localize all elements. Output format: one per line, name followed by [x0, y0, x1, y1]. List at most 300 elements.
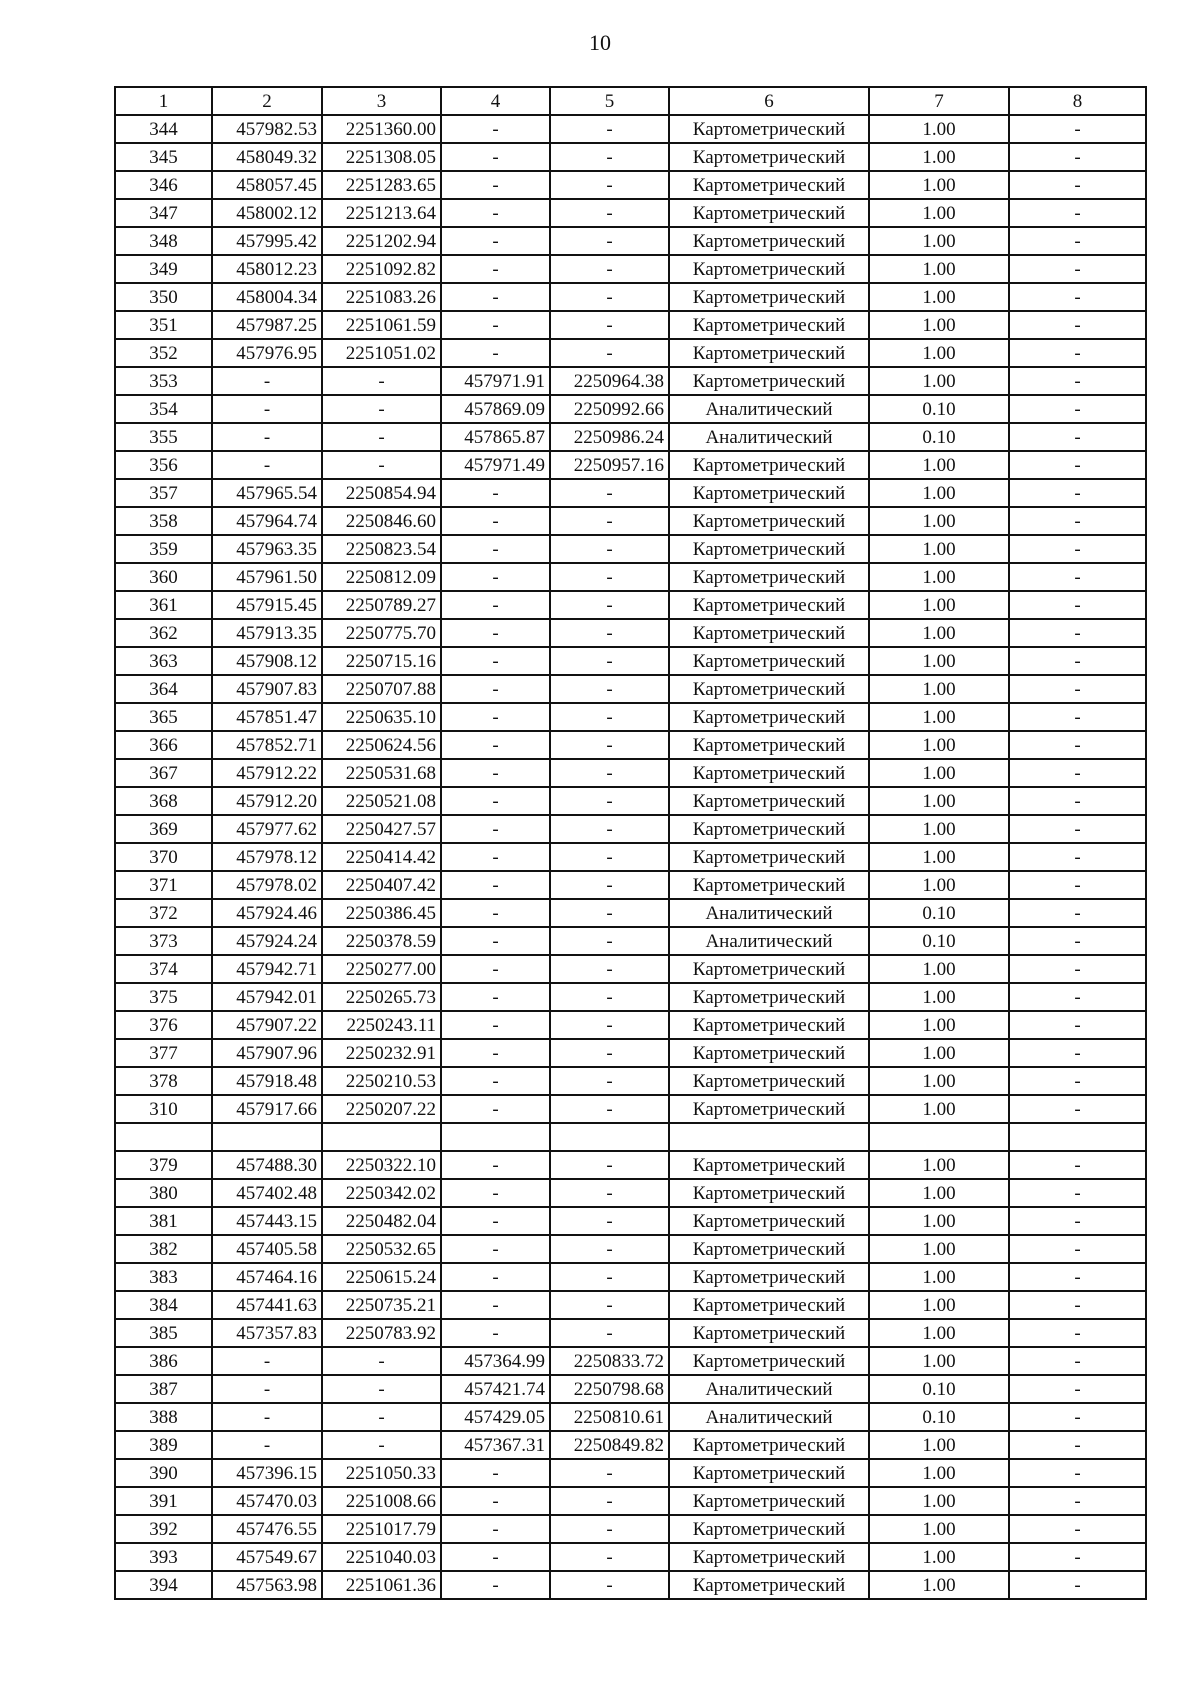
- y-new-cell: -: [550, 1263, 669, 1291]
- note-cell: -: [1009, 619, 1146, 647]
- accuracy-cell: [869, 1123, 1009, 1151]
- y-existing-cell: 2250232.91: [322, 1039, 441, 1067]
- y-existing-cell: 2251017.79: [322, 1515, 441, 1543]
- note-cell: -: [1009, 1375, 1146, 1403]
- table-row: [115, 1431, 1146, 1459]
- y-existing-cell: 2250854.94: [322, 479, 441, 507]
- table-row: [115, 955, 1146, 983]
- accuracy-cell: 1.00: [869, 1291, 1009, 1319]
- note-cell: -: [1009, 1011, 1146, 1039]
- table-row: [115, 1459, 1146, 1487]
- column-header: 1: [115, 87, 212, 115]
- accuracy-cell: 0.10: [869, 899, 1009, 927]
- point-number-cell: 364: [115, 675, 212, 703]
- note-cell: -: [1009, 787, 1146, 815]
- y-existing-cell: 2251050.33: [322, 1459, 441, 1487]
- table-row: [115, 563, 1146, 591]
- method-cell: Картометрический: [669, 591, 869, 619]
- point-number-cell: 387: [115, 1375, 212, 1403]
- note-cell: -: [1009, 675, 1146, 703]
- column-header: 7: [869, 87, 1009, 115]
- method-cell: Картометрический: [669, 1151, 869, 1179]
- x-existing-cell: 457942.01: [212, 983, 322, 1011]
- note-cell: -: [1009, 1571, 1146, 1599]
- table-row: [115, 675, 1146, 703]
- y-new-cell: -: [550, 1095, 669, 1123]
- y-existing-cell: 2250624.56: [322, 731, 441, 759]
- y-existing-cell: 2250783.92: [322, 1319, 441, 1347]
- note-cell: -: [1009, 731, 1146, 759]
- y-existing-cell: 2250532.65: [322, 1235, 441, 1263]
- x-existing-cell: 457549.67: [212, 1543, 322, 1571]
- note-cell: -: [1009, 1431, 1146, 1459]
- y-existing-cell: 2250775.70: [322, 619, 441, 647]
- point-number-cell: 354: [115, 395, 212, 423]
- x-new-cell: -: [441, 199, 550, 227]
- method-cell: Картометрический: [669, 815, 869, 843]
- y-existing-cell: 2250812.09: [322, 563, 441, 591]
- note-cell: -: [1009, 871, 1146, 899]
- table-header-row: [115, 87, 1146, 115]
- point-number-cell: 351: [115, 311, 212, 339]
- y-new-cell: -: [550, 759, 669, 787]
- accuracy-cell: 1.00: [869, 1487, 1009, 1515]
- y-existing-cell: 2251202.94: [322, 227, 441, 255]
- accuracy-cell: 1.00: [869, 1011, 1009, 1039]
- y-new-cell: -: [550, 283, 669, 311]
- y-existing-cell: 2251061.59: [322, 311, 441, 339]
- method-cell: Картометрический: [669, 731, 869, 759]
- note-cell: -: [1009, 171, 1146, 199]
- table-row: [115, 1095, 1146, 1123]
- table-row: [115, 451, 1146, 479]
- accuracy-cell: 1.00: [869, 1235, 1009, 1263]
- accuracy-cell: 0.10: [869, 927, 1009, 955]
- point-number-cell: 352: [115, 339, 212, 367]
- table-row: [115, 1067, 1146, 1095]
- point-number-cell: 357: [115, 479, 212, 507]
- y-new-cell: -: [550, 563, 669, 591]
- method-cell: Картометрический: [669, 1515, 869, 1543]
- y-existing-cell: 2251051.02: [322, 339, 441, 367]
- table-row: [115, 479, 1146, 507]
- table-row: [115, 731, 1146, 759]
- x-existing-cell: -: [212, 395, 322, 423]
- table-row: [115, 619, 1146, 647]
- method-cell: Картометрический: [669, 171, 869, 199]
- point-number-cell: 381: [115, 1207, 212, 1235]
- accuracy-cell: 1.00: [869, 1571, 1009, 1599]
- x-new-cell: 457421.74: [441, 1375, 550, 1403]
- y-existing-cell: 2250386.45: [322, 899, 441, 927]
- y-new-cell: -: [550, 115, 669, 143]
- table-row: [115, 787, 1146, 815]
- x-existing-cell: 457907.96: [212, 1039, 322, 1067]
- x-new-cell: -: [441, 311, 550, 339]
- x-existing-cell: 457908.12: [212, 647, 322, 675]
- accuracy-cell: 1.00: [869, 479, 1009, 507]
- y-new-cell: 2250992.66: [550, 395, 669, 423]
- y-new-cell: -: [550, 255, 669, 283]
- x-existing-cell: 457476.55: [212, 1515, 322, 1543]
- x-new-cell: -: [441, 759, 550, 787]
- x-new-cell: 457869.09: [441, 395, 550, 423]
- x-new-cell: -: [441, 171, 550, 199]
- x-new-cell: -: [441, 787, 550, 815]
- y-existing-cell: 2251083.26: [322, 283, 441, 311]
- x-new-cell: -: [441, 983, 550, 1011]
- accuracy-cell: 1.00: [869, 535, 1009, 563]
- y-new-cell: -: [550, 619, 669, 647]
- table-body: [115, 115, 1146, 1599]
- method-cell: Картометрический: [669, 1291, 869, 1319]
- note-cell: -: [1009, 1459, 1146, 1487]
- point-number-cell: 384: [115, 1291, 212, 1319]
- point-number-cell: 378: [115, 1067, 212, 1095]
- y-new-cell: 2250957.16: [550, 451, 669, 479]
- table-row: [115, 1207, 1146, 1235]
- x-new-cell: -: [441, 591, 550, 619]
- table-row: [115, 647, 1146, 675]
- method-cell: Картометрический: [669, 647, 869, 675]
- y-existing-cell: 2250378.59: [322, 927, 441, 955]
- accuracy-cell: 1.00: [869, 1039, 1009, 1067]
- x-existing-cell: 458012.23: [212, 255, 322, 283]
- point-number-cell: 370: [115, 843, 212, 871]
- point-number-cell: 391: [115, 1487, 212, 1515]
- y-new-cell: 2250833.72: [550, 1347, 669, 1375]
- note-cell: -: [1009, 479, 1146, 507]
- x-new-cell: -: [441, 115, 550, 143]
- x-new-cell: 457364.99: [441, 1347, 550, 1375]
- x-existing-cell: 457915.45: [212, 591, 322, 619]
- y-existing-cell: -: [322, 367, 441, 395]
- point-number-cell: 388: [115, 1403, 212, 1431]
- note-cell: -: [1009, 423, 1146, 451]
- x-new-cell: -: [441, 535, 550, 563]
- accuracy-cell: 1.00: [869, 507, 1009, 535]
- y-existing-cell: 2250482.04: [322, 1207, 441, 1235]
- x-existing-cell: 457961.50: [212, 563, 322, 591]
- note-cell: -: [1009, 1263, 1146, 1291]
- point-number-cell: 355: [115, 423, 212, 451]
- x-new-cell: -: [441, 479, 550, 507]
- table-row: [115, 311, 1146, 339]
- y-existing-cell: 2250521.08: [322, 787, 441, 815]
- x-existing-cell: 457918.48: [212, 1067, 322, 1095]
- y-new-cell: -: [550, 787, 669, 815]
- note-cell: -: [1009, 535, 1146, 563]
- x-new-cell: -: [441, 1571, 550, 1599]
- y-existing-cell: 2250342.02: [322, 1179, 441, 1207]
- note-cell: -: [1009, 983, 1146, 1011]
- table-row: [115, 1179, 1146, 1207]
- accuracy-cell: 1.00: [869, 451, 1009, 479]
- x-existing-cell: 457964.74: [212, 507, 322, 535]
- note-cell: -: [1009, 927, 1146, 955]
- note-cell: -: [1009, 1403, 1146, 1431]
- method-cell: Картометрический: [669, 1571, 869, 1599]
- page-number: 10: [589, 30, 611, 55]
- y-new-cell: -: [550, 899, 669, 927]
- method-cell: Картометрический: [669, 479, 869, 507]
- note-cell: [1009, 1123, 1146, 1151]
- x-existing-cell: -: [212, 423, 322, 451]
- point-number-cell: 385: [115, 1319, 212, 1347]
- point-number-cell: 360: [115, 563, 212, 591]
- y-new-cell: -: [550, 871, 669, 899]
- y-existing-cell: -: [322, 395, 441, 423]
- method-cell: Аналитический: [669, 395, 869, 423]
- point-number-cell: 373: [115, 927, 212, 955]
- accuracy-cell: 1.00: [869, 1151, 1009, 1179]
- table-row: [115, 1319, 1146, 1347]
- method-cell: Картометрический: [669, 675, 869, 703]
- y-new-cell: -: [550, 171, 669, 199]
- point-number-cell: 350: [115, 283, 212, 311]
- note-cell: -: [1009, 451, 1146, 479]
- x-existing-cell: 457396.15: [212, 1459, 322, 1487]
- x-new-cell: -: [441, 1459, 550, 1487]
- note-cell: -: [1009, 115, 1146, 143]
- y-existing-cell: 2250715.16: [322, 647, 441, 675]
- accuracy-cell: 1.00: [869, 115, 1009, 143]
- note-cell: -: [1009, 1515, 1146, 1543]
- table-row: [115, 143, 1146, 171]
- note-cell: -: [1009, 507, 1146, 535]
- y-existing-cell: 2250823.54: [322, 535, 441, 563]
- x-new-cell: -: [441, 1487, 550, 1515]
- x-existing-cell: 457357.83: [212, 1319, 322, 1347]
- point-number-cell: 358: [115, 507, 212, 535]
- note-cell: -: [1009, 1151, 1146, 1179]
- y-new-cell: -: [550, 983, 669, 1011]
- accuracy-cell: 1.00: [869, 675, 1009, 703]
- point-number-cell: 371: [115, 871, 212, 899]
- table-row: [115, 1571, 1146, 1599]
- table-row: [115, 1235, 1146, 1263]
- y-new-cell: -: [550, 1319, 669, 1347]
- point-number-cell: 393: [115, 1543, 212, 1571]
- accuracy-cell: 1.00: [869, 367, 1009, 395]
- method-cell: Картометрический: [669, 199, 869, 227]
- x-existing-cell: 458049.32: [212, 143, 322, 171]
- point-number-cell: 344: [115, 115, 212, 143]
- y-existing-cell: 2251213.64: [322, 199, 441, 227]
- y-existing-cell: 2250615.24: [322, 1263, 441, 1291]
- y-existing-cell: 2250265.73: [322, 983, 441, 1011]
- accuracy-cell: 1.00: [869, 1095, 1009, 1123]
- note-cell: -: [1009, 1487, 1146, 1515]
- note-cell: -: [1009, 591, 1146, 619]
- y-existing-cell: 2250407.42: [322, 871, 441, 899]
- y-existing-cell: 2250207.22: [322, 1095, 441, 1123]
- point-number-cell: 356: [115, 451, 212, 479]
- y-new-cell: -: [550, 227, 669, 255]
- y-new-cell: -: [550, 675, 669, 703]
- x-existing-cell: 457912.22: [212, 759, 322, 787]
- column-header: 6: [669, 87, 869, 115]
- y-new-cell: -: [550, 311, 669, 339]
- x-existing-cell: 458004.34: [212, 283, 322, 311]
- method-cell: [669, 1123, 869, 1151]
- x-existing-cell: 457443.15: [212, 1207, 322, 1235]
- note-cell: -: [1009, 955, 1146, 983]
- point-number-cell: 392: [115, 1515, 212, 1543]
- note-cell: -: [1009, 1319, 1146, 1347]
- y-new-cell: [550, 1123, 669, 1151]
- note-cell: -: [1009, 563, 1146, 591]
- table-row: [115, 1515, 1146, 1543]
- method-cell: Картометрический: [669, 563, 869, 591]
- table-row: [115, 759, 1146, 787]
- x-existing-cell: 457982.53: [212, 115, 322, 143]
- x-new-cell: -: [441, 1515, 550, 1543]
- note-cell: -: [1009, 1543, 1146, 1571]
- y-new-cell: -: [550, 703, 669, 731]
- x-new-cell: -: [441, 1207, 550, 1235]
- y-new-cell: 2250810.61: [550, 1403, 669, 1431]
- note-cell: -: [1009, 815, 1146, 843]
- point-number-cell: 394: [115, 1571, 212, 1599]
- note-cell: -: [1009, 367, 1146, 395]
- x-existing-cell: 457912.20: [212, 787, 322, 815]
- method-cell: Картометрический: [669, 1067, 869, 1095]
- x-existing-cell: 457987.25: [212, 311, 322, 339]
- method-cell: Картометрический: [669, 759, 869, 787]
- y-new-cell: -: [550, 1235, 669, 1263]
- method-cell: Картометрический: [669, 1263, 869, 1291]
- point-number-cell: 390: [115, 1459, 212, 1487]
- x-existing-cell: 457470.03: [212, 1487, 322, 1515]
- y-new-cell: -: [550, 479, 669, 507]
- point-number-cell: 368: [115, 787, 212, 815]
- method-cell: Картометрический: [669, 1459, 869, 1487]
- point-number-cell: 386: [115, 1347, 212, 1375]
- y-new-cell: -: [550, 507, 669, 535]
- table-row: [115, 507, 1146, 535]
- x-existing-cell: 457464.16: [212, 1263, 322, 1291]
- point-number-cell: [115, 1123, 212, 1151]
- x-new-cell: -: [441, 1263, 550, 1291]
- y-existing-cell: 2250210.53: [322, 1067, 441, 1095]
- note-cell: -: [1009, 1291, 1146, 1319]
- table-row: [115, 227, 1146, 255]
- method-cell: Аналитический: [669, 1403, 869, 1431]
- y-existing-cell: 2250531.68: [322, 759, 441, 787]
- accuracy-cell: 1.00: [869, 227, 1009, 255]
- method-cell: Картометрический: [669, 1543, 869, 1571]
- accuracy-cell: 1.00: [869, 1515, 1009, 1543]
- note-cell: -: [1009, 283, 1146, 311]
- table-row: [115, 815, 1146, 843]
- y-new-cell: 2250849.82: [550, 1431, 669, 1459]
- table-row: [115, 703, 1146, 731]
- accuracy-cell: 0.10: [869, 395, 1009, 423]
- point-number-cell: 353: [115, 367, 212, 395]
- accuracy-cell: 1.00: [869, 1347, 1009, 1375]
- table-row: [115, 1123, 1146, 1151]
- y-new-cell: -: [550, 1459, 669, 1487]
- point-number-cell: 349: [115, 255, 212, 283]
- table-row: [115, 395, 1146, 423]
- accuracy-cell: 1.00: [869, 255, 1009, 283]
- y-new-cell: -: [550, 1291, 669, 1319]
- x-existing-cell: 457405.58: [212, 1235, 322, 1263]
- x-new-cell: -: [441, 1319, 550, 1347]
- y-existing-cell: -: [322, 1347, 441, 1375]
- point-number-cell: 310: [115, 1095, 212, 1123]
- note-cell: -: [1009, 1067, 1146, 1095]
- accuracy-cell: 1.00: [869, 283, 1009, 311]
- table-row: [115, 1347, 1146, 1375]
- method-cell: Картометрический: [669, 367, 869, 395]
- method-cell: Аналитический: [669, 423, 869, 451]
- method-cell: Картометрический: [669, 143, 869, 171]
- y-new-cell: -: [550, 1207, 669, 1235]
- y-existing-cell: 2250707.88: [322, 675, 441, 703]
- y-new-cell: -: [550, 1571, 669, 1599]
- column-header: 8: [1009, 87, 1146, 115]
- table-row: [115, 927, 1146, 955]
- y-new-cell: -: [550, 647, 669, 675]
- y-existing-cell: -: [322, 1431, 441, 1459]
- point-number-cell: 380: [115, 1179, 212, 1207]
- point-number-cell: 383: [115, 1263, 212, 1291]
- y-existing-cell: 2251360.00: [322, 115, 441, 143]
- y-existing-cell: 2250414.42: [322, 843, 441, 871]
- column-header: 4: [441, 87, 550, 115]
- method-cell: Картометрический: [669, 955, 869, 983]
- x-existing-cell: -: [212, 1375, 322, 1403]
- table-row: [115, 1011, 1146, 1039]
- x-new-cell: -: [441, 731, 550, 759]
- point-number-cell: 379: [115, 1151, 212, 1179]
- x-existing-cell: 457976.95: [212, 339, 322, 367]
- note-cell: -: [1009, 843, 1146, 871]
- x-new-cell: -: [441, 1095, 550, 1123]
- x-existing-cell: 457907.83: [212, 675, 322, 703]
- point-number-cell: 346: [115, 171, 212, 199]
- point-number-cell: 372: [115, 899, 212, 927]
- y-existing-cell: -: [322, 1375, 441, 1403]
- y-existing-cell: 2251092.82: [322, 255, 441, 283]
- x-existing-cell: 457978.02: [212, 871, 322, 899]
- method-cell: Картометрический: [669, 619, 869, 647]
- method-cell: Картометрический: [669, 339, 869, 367]
- note-cell: -: [1009, 227, 1146, 255]
- x-existing-cell: 457852.71: [212, 731, 322, 759]
- x-existing-cell: 457402.48: [212, 1179, 322, 1207]
- method-cell: Картометрический: [669, 1347, 869, 1375]
- x-existing-cell: 457924.24: [212, 927, 322, 955]
- point-number-cell: 361: [115, 591, 212, 619]
- accuracy-cell: 1.00: [869, 703, 1009, 731]
- table-row: [115, 1487, 1146, 1515]
- method-cell: Картометрический: [669, 451, 869, 479]
- y-existing-cell: 2250277.00: [322, 955, 441, 983]
- x-existing-cell: 457963.35: [212, 535, 322, 563]
- x-existing-cell: 457977.62: [212, 815, 322, 843]
- y-existing-cell: [322, 1123, 441, 1151]
- x-new-cell: -: [441, 675, 550, 703]
- accuracy-cell: 1.00: [869, 1207, 1009, 1235]
- y-existing-cell: -: [322, 451, 441, 479]
- note-cell: -: [1009, 255, 1146, 283]
- table-row: [115, 367, 1146, 395]
- accuracy-cell: 1.00: [869, 619, 1009, 647]
- method-cell: Аналитический: [669, 1375, 869, 1403]
